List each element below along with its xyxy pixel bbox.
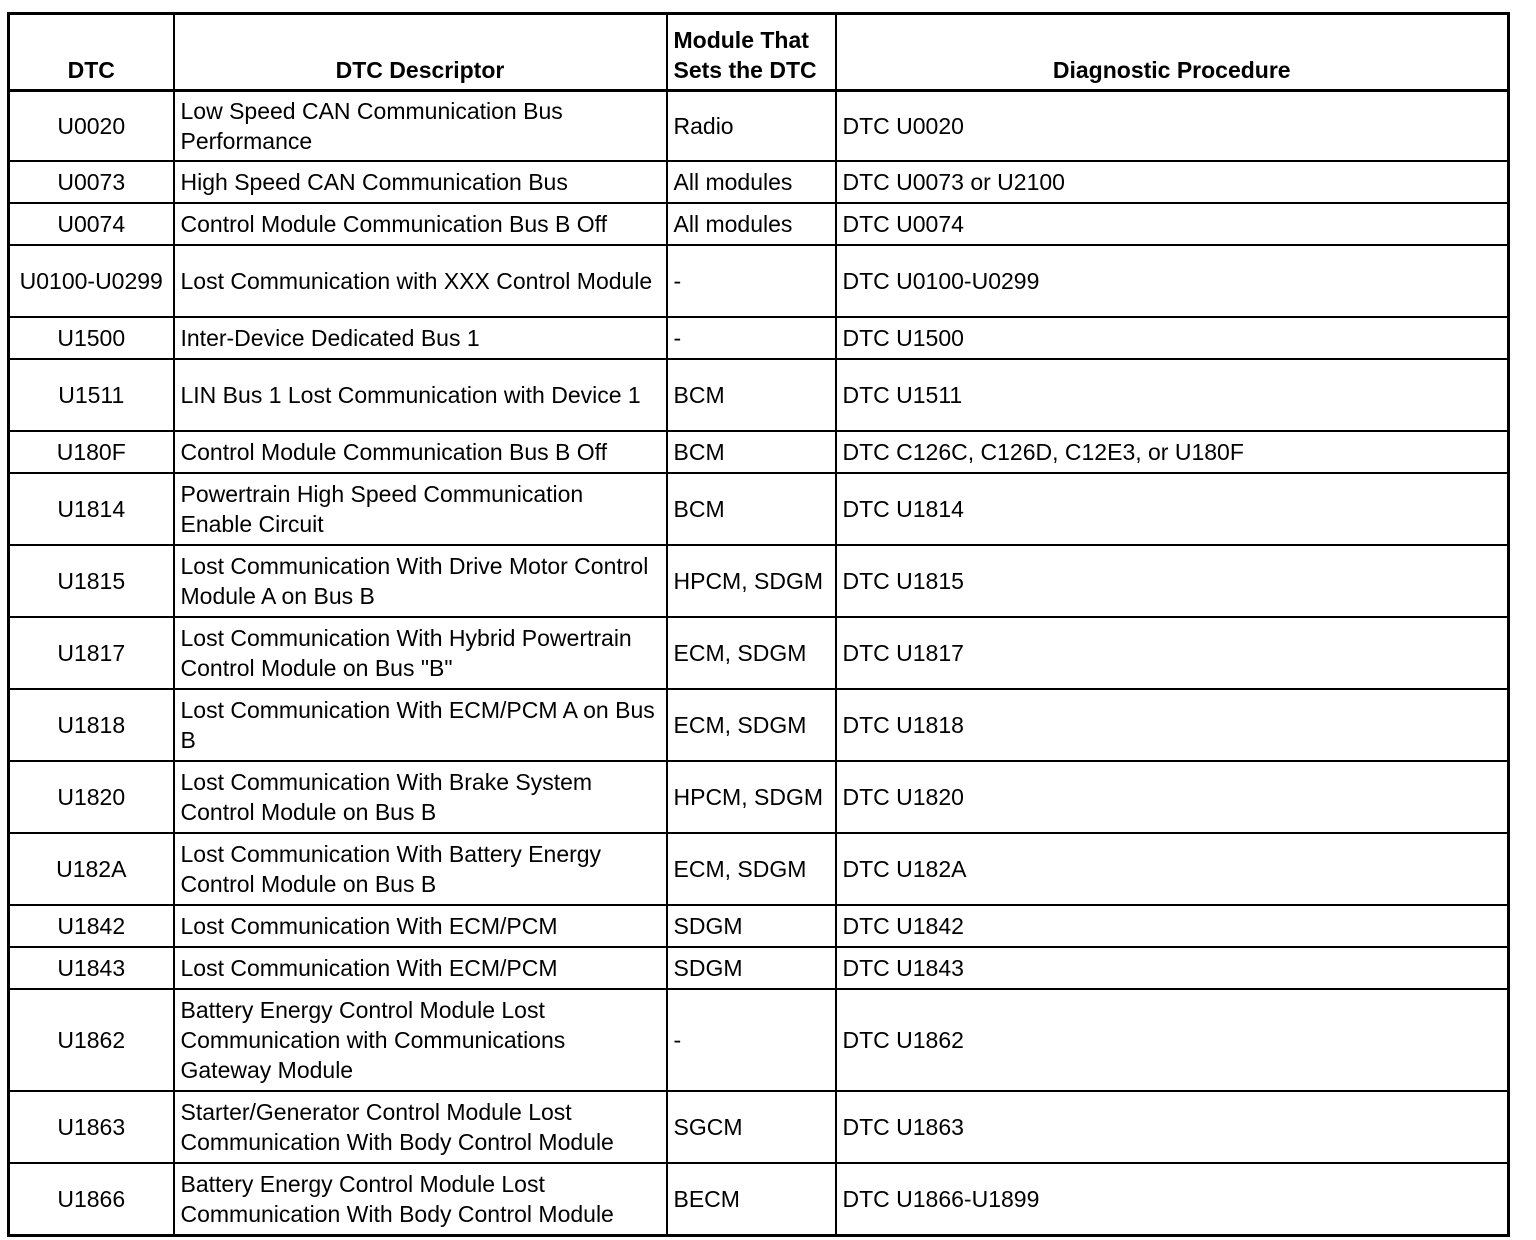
module-name: BCM (667, 359, 836, 431)
dtc-descriptor: Control Module Communication Bus B Off (174, 431, 667, 473)
dtc-code: U1866 (9, 1163, 174, 1236)
module-name: SGCM (667, 1091, 836, 1163)
dtc-descriptor: Powertrain High Speed Communication Enable Circuit (174, 473, 667, 545)
diagnostic-procedure: DTC U1814 (836, 473, 1509, 545)
dtc-descriptor: Lost Communication With Hybrid Powertrain Control Module on Bus "B" (174, 617, 667, 689)
module-name: - (667, 245, 836, 317)
diagnostic-procedure: DTC U1820 (836, 761, 1509, 833)
module-name: All modules (667, 203, 836, 245)
table-row (9, 1163, 1509, 1236)
dtc-code: U1863 (9, 1091, 174, 1163)
table-row (9, 761, 1509, 833)
diagnostic-procedure: DTC U0074 (836, 203, 1509, 245)
dtc-descriptor: LIN Bus 1 Lost Communication with Device 1 (174, 359, 667, 431)
diagnostic-procedure: DTC U0020 (836, 91, 1509, 162)
dtc-table-container (7, 12, 1507, 1237)
diagnostic-procedure: DTC U1862 (836, 989, 1509, 1091)
table-row (9, 473, 1509, 545)
diagnostic-procedure: DTC U1818 (836, 689, 1509, 761)
table-row (9, 91, 1509, 162)
table-row (9, 617, 1509, 689)
table-row (9, 161, 1509, 203)
dtc-descriptor: Low Speed CAN Communication Bus Performance (174, 91, 667, 162)
module-name: All modules (667, 161, 836, 203)
dtc-code: U1511 (9, 359, 174, 431)
dtc-code: U0100-U0299 (9, 245, 174, 317)
diagnostic-procedure: DTC U1817 (836, 617, 1509, 689)
table-row (9, 203, 1509, 245)
header-dtc: DTC (9, 14, 174, 91)
dtc-code: U1862 (9, 989, 174, 1091)
diagnostic-procedure: DTC U1863 (836, 1091, 1509, 1163)
dtc-descriptor: Starter/Generator Control Module Lost Communication With Body Control Module (174, 1091, 667, 1163)
header-descriptor: DTC Descriptor (174, 14, 667, 91)
module-name: ECM, SDGM (667, 617, 836, 689)
header-module: Module That Sets the DTC (667, 14, 836, 91)
dtc-code: U180F (9, 431, 174, 473)
table-row (9, 545, 1509, 617)
dtc-code: U0074 (9, 203, 174, 245)
module-name: BCM (667, 473, 836, 545)
module-name: ECM, SDGM (667, 833, 836, 905)
diagnostic-procedure: DTC U0100-U0299 (836, 245, 1509, 317)
module-name: BCM (667, 431, 836, 473)
table-row (9, 431, 1509, 473)
dtc-descriptor: Inter-Device Dedicated Bus 1 (174, 317, 667, 359)
dtc-descriptor: Lost Communication With ECM/PCM (174, 905, 667, 947)
diagnostic-procedure: DTC U1815 (836, 545, 1509, 617)
table-row (9, 317, 1509, 359)
dtc-descriptor: Lost Communication With ECM/PCM (174, 947, 667, 989)
dtc-descriptor: Battery Energy Control Module Lost Communication With Body Control Module (174, 1163, 667, 1236)
dtc-descriptor: Battery Energy Control Module Lost Communication with Communications Gateway Module (174, 989, 667, 1091)
table-row (9, 905, 1509, 947)
dtc-code: U1817 (9, 617, 174, 689)
header-row (9, 14, 1509, 91)
table-row (9, 833, 1509, 905)
diagnostic-procedure: DTC U1842 (836, 905, 1509, 947)
module-name: HPCM, SDGM (667, 545, 836, 617)
diagnostic-procedure: DTC U1511 (836, 359, 1509, 431)
module-name: HPCM, SDGM (667, 761, 836, 833)
dtc-code: U0073 (9, 161, 174, 203)
table-row (9, 689, 1509, 761)
dtc-descriptor: Control Module Communication Bus B Off (174, 203, 667, 245)
dtc-table (7, 12, 1510, 1237)
header-procedure: Diagnostic Procedure (836, 14, 1509, 91)
table-row (9, 245, 1509, 317)
diagnostic-procedure: DTC U1866-U1899 (836, 1163, 1509, 1236)
dtc-descriptor: Lost Communication With Battery Energy Control Module on Bus B (174, 833, 667, 905)
dtc-descriptor: Lost Communication With ECM/PCM A on Bus B (174, 689, 667, 761)
module-name: SDGM (667, 947, 836, 989)
dtc-descriptor: Lost Communication With Brake System Control Module on Bus B (174, 761, 667, 833)
dtc-code: U1820 (9, 761, 174, 833)
dtc-descriptor: Lost Communication with XXX Control Module (174, 245, 667, 317)
dtc-code: U182A (9, 833, 174, 905)
dtc-code: U0020 (9, 91, 174, 162)
dtc-descriptor: Lost Communication With Drive Motor Control Module A on Bus B (174, 545, 667, 617)
dtc-code: U1815 (9, 545, 174, 617)
table-row (9, 947, 1509, 989)
diagnostic-procedure: DTC U182A (836, 833, 1509, 905)
dtc-code: U1843 (9, 947, 174, 989)
module-name: ECM, SDGM (667, 689, 836, 761)
module-name: Radio (667, 91, 836, 162)
table-row (9, 359, 1509, 431)
diagnostic-procedure: DTC U1843 (836, 947, 1509, 989)
dtc-code: U1842 (9, 905, 174, 947)
diagnostic-procedure: DTC U0073 or U2100 (836, 161, 1509, 203)
diagnostic-procedure: DTC U1500 (836, 317, 1509, 359)
table-row (9, 1091, 1509, 1163)
dtc-descriptor: High Speed CAN Communication Bus (174, 161, 667, 203)
table-row (9, 989, 1509, 1091)
diagnostic-procedure: DTC C126C, C126D, C12E3, or U180F (836, 431, 1509, 473)
module-name: - (667, 989, 836, 1091)
dtc-code: U1814 (9, 473, 174, 545)
dtc-code: U1500 (9, 317, 174, 359)
module-name: BECM (667, 1163, 836, 1236)
module-name: SDGM (667, 905, 836, 947)
dtc-code: U1818 (9, 689, 174, 761)
module-name: - (667, 317, 836, 359)
